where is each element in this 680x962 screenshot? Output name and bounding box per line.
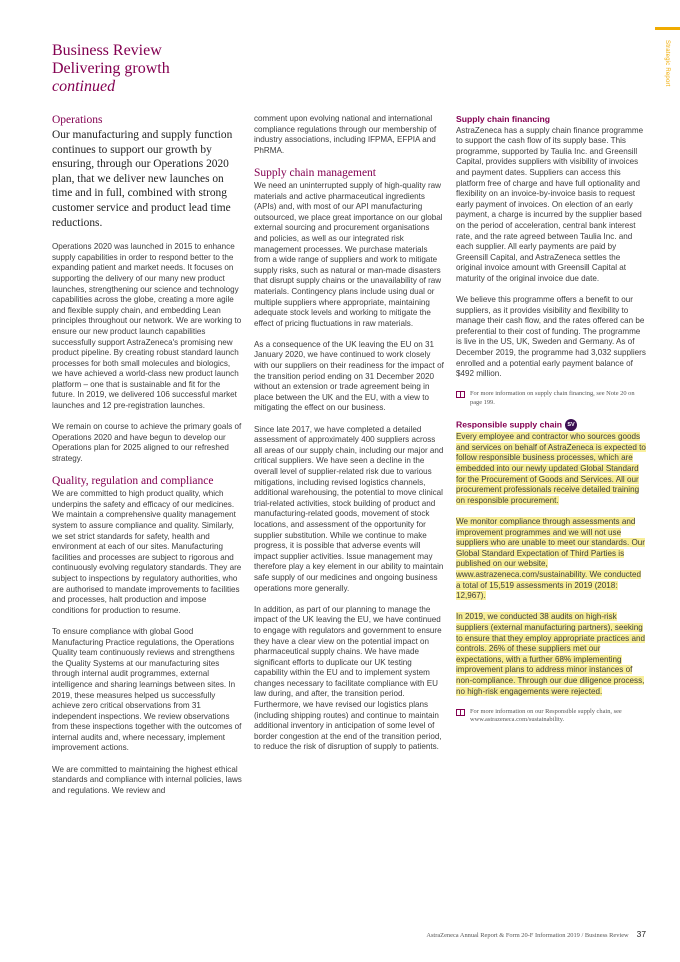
paragraph: To ensure compliance with global Good Manufacturing Practice regulations, the Operations Quality team continuously reviews and strengthens the Quality Systems at our manufacturing sites through internal audit programmes, external intelligence and sharing learnings between sites. In 2019, these measures helped us successfully achieve zero critical observations from 31 independent inspections. We review observations from these inspections together with the outcomes of internal audits and, where necessary, implement improvement actions. — [52, 626, 242, 753]
highlighted-paragraph — [456, 517, 646, 602]
column-3 — [456, 114, 646, 737]
page-footer — [52, 929, 646, 939]
operations-intro: Our manufacturing and supply function continues to support our growth by ensuring, through our Operations 2020 plan, that we deliver new launches on time and in full, combined with strong customer service and product lead time reductions. — [52, 129, 233, 229]
highlight: We monitor compliance through assessments and improvement programmes and we will not use suppliers who are unable to meet our standards. Our Global Standard Expectation of Third Parties is published on our website, www.astrazeneca.com/sustainability. We conducted a total of 15,519 assessments in 2019 (2018: 12,967). — [456, 517, 645, 601]
supply-chain-management-heading: Supply chain management — [254, 166, 376, 179]
paragraph: AstraZeneca has a supply chain finance programme to support the cash flow of its supply base. This programme, supported by Taulia Inc. and Greensill Capital, provides suppliers with visibility of invoices and payment dates. Suppliers can access this platform free of charge and have full optionality and flexibility on an invoice-by-invoice basis to request early payment of invoices. On election of an early payment, a charge is incurred by the supplier based on the period of acceleration, central bank interest rate, and the rate agreed between Taulia Inc. and each supplier. All early payments are paid by Greensill Capital, and AstraZeneca settles the original invoice amount with Greensill Capital at maturity of the original invoice due date. — [456, 125, 644, 283]
reference-note[interactable] — [456, 390, 646, 407]
quality-heading: Quality, regulation and compliance — [52, 475, 214, 488]
operations-heading: Operations — [52, 114, 103, 126]
responsible-supply-chain-heading — [456, 419, 646, 431]
section-label: Strategic Report — [664, 40, 670, 87]
supply-chain-financing-heading: Supply chain financing — [456, 114, 551, 124]
paragraph: We remain on course to achieve the primary goals of Operations 2020 and have begun to develop our Operations plan for 2025 aligned to our refreshed strategy. — [52, 422, 242, 464]
header-subtitle: Delivering growth — [52, 60, 170, 77]
reference-note-text: For more information on our Responsible supply chain, see www.astrazeneca.com/sustainability. — [470, 707, 622, 724]
paragraph: Since late 2017, we have completed a detailed assessment of approximately 400 suppliers across all areas of our supply chain, including our major and critical suppliers. We have seen a decline in the overall level of supplier-related risk due to various mitigations, including revised logistics channels, additional warehousing, the potential to move clinical trial-related activities, stock building of product and manufacturing-related goods, movement of stock locations, and assessment of the opportunity for supplier substitution. While we continue to make progress, it is possible that adverse events will impact supplier activities. Issue management may therefore play a key element in our ability to maintain safe supply of our medicines and ongoing business operations more generally. — [254, 424, 444, 593]
sustainability-badge: SV — [565, 419, 577, 431]
paragraph: We are committed to high product quality, which underpins the safety and efficacy of our medicines. We maintain a comprehensive quality management system to assure compliance and quality. Similarly, we set strict standards for safety, health and environment at each of our sites. Manufacturing facilities and processes are subject to rigorous and continuously evolving regulatory standards. They are subject to inspections by regulatory authorities, who are authorised to mandate improvements to facilities and processes, halt production and impose conditions for production to resume. — [52, 489, 242, 615]
responsible-supply-chain-title: Responsible supply chain — [456, 419, 563, 430]
highlight: Every employee and contractor who sources goods and services on behalf of AstraZeneca is expected to follow responsible business processes, which are embedded into our newly updated Global Standard for the Procurement of Goods and Services. All our procurement professionals receive detailed training on responsible procurement. — [456, 432, 646, 505]
paragraph: Operations 2020 was launched in 2015 to enhance supply capabilities in order to respond better to the expanding patient and market needs. It focuses on supporting the delivery of our many new product launches, strengthening our science and technology capabilities across the globe, creating a more agile and flexible supply chain, and embedding Lean principles throughout our network. We are working to ensure our new product launch capabilities successfully support AstraZeneca's promising new product pipeline. By creating robust standard launch processes for both small molecules and biologics, we have achieved a world-class new product launch platform – one that is sustainable and fit for the future. In 2019, we delivered 106 successful market launches and 12 pre-registration launches. — [52, 242, 242, 411]
book-icon — [456, 709, 465, 716]
paragraph: As a consequence of the UK leaving the EU on 31 January 2020, we have continued to work closely with our suppliers on their readiness for the impact of the transition period ending on 31 December 2020 without an extension or trade agreement being in place between the UK and the EU, with a view to mitigating the effect on our business. — [254, 339, 444, 413]
section-accent-bar — [655, 27, 680, 30]
paragraph: comment upon evolving national and international compliance regulations through our membership of industry associations, including IFPMA, EFPIA and PhRMA. — [254, 114, 437, 155]
footer-text: AstraZeneca Annual Report & Form 20-F Information 2019 / Business Review — [426, 932, 629, 939]
column-1 — [52, 114, 242, 807]
page-number: 37 — [636, 929, 646, 939]
reference-note-text: For more information on supply chain financing, see Note 20 on page 199. — [470, 390, 635, 406]
paragraph: We need an uninterrupted supply of high-quality raw materials and active pharmaceutical ingredients (APIs) and, with most of our API manufacturing outsourced, we place great importance on our global external sourcing and procurement organisations and policies, as well as our integrated risk management processes. We purchase materials from a wide range of suppliers and work to mitigate supply risks, such as natural or man-made disasters that disrupt supply chains or the unavailability of raw materials. Contingency plans include using dual or multiple suppliers where appropriate, maintaining adequate stock levels and working to mitigate the effect of pricing fluctuations in raw materials. — [254, 180, 443, 328]
paragraph: We are committed to maintaining the highest ethical standards and compliance with internal policies, laws and regulations. We review and — [52, 764, 242, 795]
paragraph: We believe this programme offers a benefit to our suppliers, as it provides visibility and flexibility to manage their cash flow, and the rates offered can be preferential to their cost of funding. The programme is live in the US, UK, Sweden and Germany. As of December 2019, the programme had 3,032 suppliers enrolled and a potential early payment balance of $492 million. — [456, 295, 646, 379]
reference-note[interactable] — [456, 708, 646, 725]
header-continued: continued — [52, 78, 116, 95]
highlighted-paragraph — [456, 612, 646, 697]
header-title: Business Review — [52, 42, 162, 59]
book-icon — [456, 391, 465, 398]
highlight: In 2019, we conducted 38 audits on high-risk suppliers (external manufacturing partners), seeking to ensure that they employ appropriate practices and controls. 26% of these suppliers met our expectations, with a further 68% implementing improvement plans to address minor instances of non-compliance. Through our due diligence process, no high-risk engagements were rejected. — [456, 612, 645, 696]
paragraph: In addition, as part of our planning to manage the impact of the UK leaving the EU, we have continued to engage with regulators and government to ensure they have a clear view on the potential impact on pharmaceutical supply chains. We have made significant efforts to duplicate our UK testing capability within the EU and to implement system changes necessary to facilitate compliance with EU law during, and after, the transition period. Furthermore, we have revised our logistics plans (including shipping routes) and continue to maintain additional inventory in anticipation of some level of border congestion at the end of the transition period, to reduce the risk of disruption of supply to patients. — [254, 604, 442, 752]
column-2 — [254, 114, 444, 764]
highlighted-paragraph — [456, 432, 646, 506]
page-header — [52, 42, 170, 96]
